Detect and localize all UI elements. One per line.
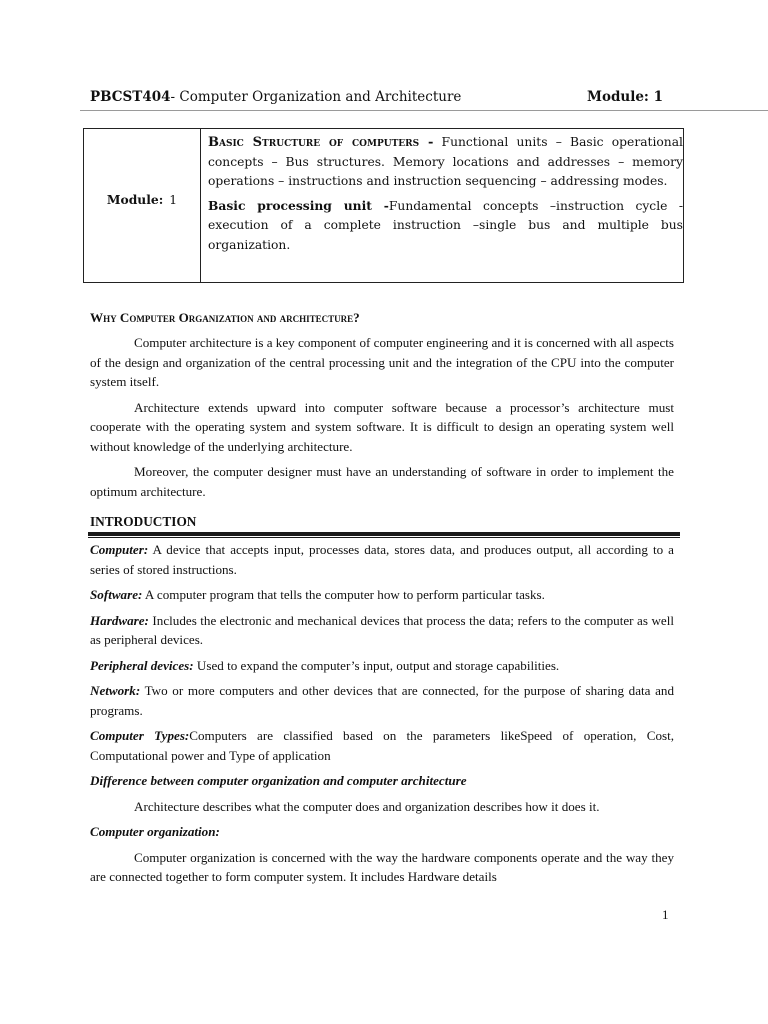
topic-basic-structure	[208, 133, 683, 192]
topic-basic-structure-title: Basic Structure of computers -	[208, 135, 434, 150]
definition-network	[90, 681, 674, 720]
header-rule	[80, 110, 768, 111]
topic-basic-structure-text: Functional units – Basic operational concepts – Bus structures. Memory locations and addresses – memory operations – instructions and instruction sequencing – addressing modes.	[208, 135, 683, 188]
topic-basic-processing	[208, 196, 683, 256]
term-computer: Computer:	[90, 542, 149, 557]
header-module: Module: 1	[587, 89, 663, 105]
difference-text: Architecture describes what the computer does and organization describes how it does it.	[134, 798, 600, 814]
def-computer: A device that accepts input, processes data, stores data, and produces output, all according to a series of stored instructions.	[90, 542, 674, 577]
def-hardware: Includes the electronic and mechanical devices that process the data; refers to the computer as well as peripheral devices.	[90, 612, 674, 647]
module-number: 1	[169, 192, 178, 207]
course-title: - Computer Organization and Architecture	[170, 89, 462, 105]
term-network: Network:	[90, 683, 141, 698]
term-software: Software:	[90, 587, 143, 602]
why-paragraph-2: Architecture extends upward into computer software because a processor’s architecture must cooperate with the operating system and system software. It is difficult to design an operating system well without knowledge of the underlying architecture.	[90, 399, 674, 454]
course-heading	[90, 89, 461, 105]
page-header	[90, 89, 670, 109]
topic-basic-processing-title: Basic processing unit -	[208, 197, 389, 213]
term-hardware: Hardware:	[90, 612, 149, 628]
definition-software	[90, 585, 674, 605]
def-software: A computer program that tells the computer how to perform particular tasks.	[142, 587, 545, 602]
syllabus-table	[83, 128, 684, 283]
organization-text: Computer organization is concerned with the way the hardware components operate and the way they are connected together to form computer system. It includes Hardware details	[90, 849, 674, 884]
introduction-body	[90, 540, 674, 887]
page-number: 1	[662, 907, 669, 922]
difference-heading: Difference between computer organization and computer architecture	[90, 773, 467, 788]
why-paragraph-3: Moreover, the computer designer must have an understanding of software in order to implement the optimum architecture.	[90, 464, 674, 499]
introduction-rule-thin	[88, 537, 680, 538]
topic-basic-processing-text: Fundamental concepts –instruction cycle - execution of a complete instruction –single bus and multiple bus organization.	[208, 198, 683, 252]
module-label: Module:	[106, 192, 164, 207]
term-computer-types: Computer Types:	[90, 728, 190, 743]
term-peripheral: Peripheral devices:	[90, 657, 194, 673]
module-cell	[84, 129, 201, 282]
why-section-body	[90, 333, 674, 501]
why-paragraph-1: Computer architecture is a key component of computer engineering and it is concerned with all aspects of the design and organization of the central processing unit and the integration of the CPU into the computer system itself.	[90, 335, 674, 389]
definition-hardware	[90, 611, 674, 650]
definition-peripheral	[90, 656, 674, 676]
course-code: PBCST404	[90, 89, 171, 105]
def-peripheral: Used to expand the computer’s input, output and storage capabilities.	[193, 657, 560, 673]
definition-computer	[90, 540, 674, 579]
introduction-rule-thick	[88, 532, 680, 536]
definition-computer-types	[90, 726, 674, 765]
why-section-title: Why Computer Organization and architecture?	[90, 310, 360, 325]
introduction-title: INTRODUCTION	[90, 514, 197, 529]
topics-cell	[201, 129, 683, 282]
def-computer-types: Computers are classified based on the parameters likeSpeed of operation, Cost, Computational power and Type of application	[90, 728, 674, 763]
organization-heading: Computer organization:	[90, 824, 220, 839]
def-network: Two or more computers and other devices that are connected, for the purpose of sharing data and programs.	[90, 683, 674, 718]
